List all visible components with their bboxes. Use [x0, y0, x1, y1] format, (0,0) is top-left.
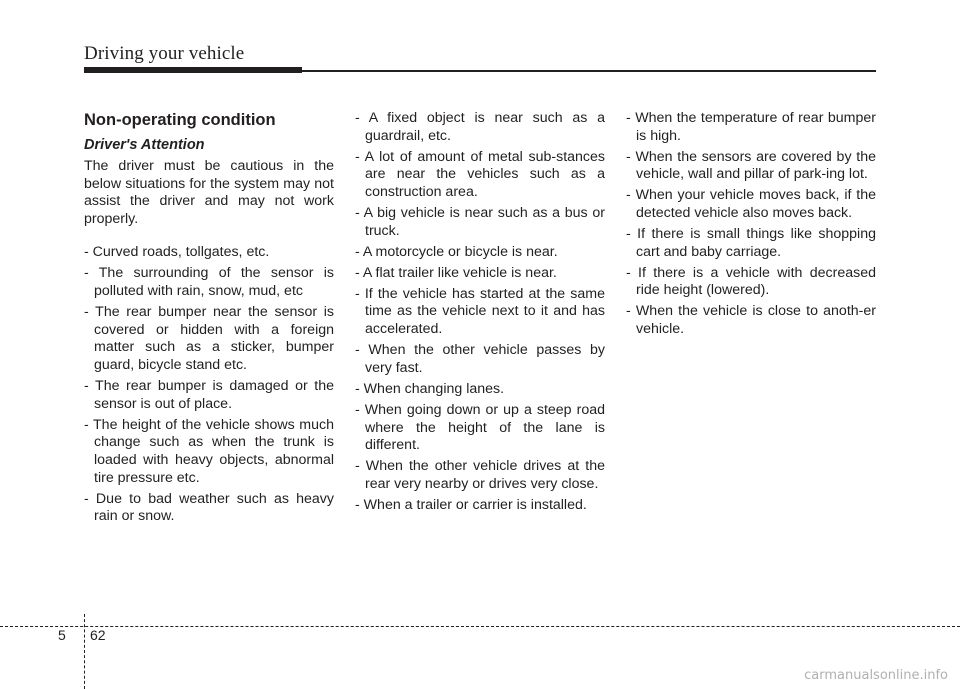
column-2 [355, 110, 605, 518]
list-item: - If there is small things like shopping cart and baby carriage. [626, 226, 876, 260]
condition-list-2 [355, 110, 605, 514]
list-item: - When the vehicle is close to anoth-er vehicle. [626, 303, 876, 338]
condition-list-1 [84, 244, 334, 525]
list-item: - A motorcycle or bicycle is near. [355, 243, 558, 260]
list-item: - A lot of amount of metal sub-stances are near the vehicles such as a construction area. [355, 148, 605, 200]
list-item: - When changing lanes. [355, 380, 505, 397]
list-item: - When going down or up a steep road where the height of the lane is different. [355, 401, 605, 454]
list-item: - The rear bumper is damaged or the sensor is out of place. [84, 378, 334, 412]
column-3 [626, 110, 876, 342]
list-item: - When a trailer or carrier is installed. [355, 496, 587, 513]
list-item: - When your vehicle moves back, if the detected vehicle also moves back. [626, 187, 876, 221]
list-item: - If there is a vehicle with decreased ride height (lowered). [626, 264, 876, 299]
list-item: - If the vehicle has started at the same time as the vehicle next to it and has accelerated. [355, 285, 605, 338]
sub-heading: Driver's Attention [84, 137, 205, 153]
list-item: - The surrounding of the sensor is polluted with rain, snow, mud, etc [84, 265, 334, 300]
chapter-number: 5 [58, 627, 66, 643]
condition-list-3 [626, 110, 876, 339]
footer-divider [84, 614, 85, 689]
list-item: - When the other vehicle drives at the rear very nearby or drives very close. [355, 458, 605, 492]
page-number: 62 [90, 627, 106, 643]
watermark: carmanualsonline.info [804, 668, 948, 683]
list-item: - A big vehicle is near such as a bus or truck. [355, 204, 605, 239]
list-item: - A fixed object is near such as a guardrail, etc. [355, 110, 605, 144]
list-item: - When the temperature of rear bumper is high. [626, 110, 876, 144]
list-item: - A flat trailer like vehicle is near. [355, 264, 557, 281]
header-rule-thick [84, 67, 302, 73]
list-item: - Curved roads, tollgates, etc. [84, 244, 270, 261]
column-1 [84, 110, 334, 529]
list-item: - The rear bumper near the sensor is covered or hidden with a foreign matter such as a sticker, bumper guard, bicycle stand etc. [84, 304, 334, 373]
list-item: - When the sensors are covered by the vehicle, wall and pillar of park-ing lot. [626, 148, 876, 183]
list-item: - Due to bad weather such as heavy rain or snow. [84, 490, 334, 525]
footer-rule [0, 626, 960, 627]
list-item: - When the other vehicle passes by very fast. [355, 342, 605, 376]
intro-paragraph: The driver must be cautious in the below situations for the system may not assist the driver and may not work properly. [84, 158, 334, 227]
header-rule-thin [302, 70, 876, 72]
list-item: - The height of the vehicle shows much change such as when the trunk is loaded with heavy objects, abnormal tire pressure etc. [84, 416, 334, 486]
section-heading: Non-operating condition [84, 111, 276, 129]
header-title: Driving your vehicle [84, 43, 245, 64]
